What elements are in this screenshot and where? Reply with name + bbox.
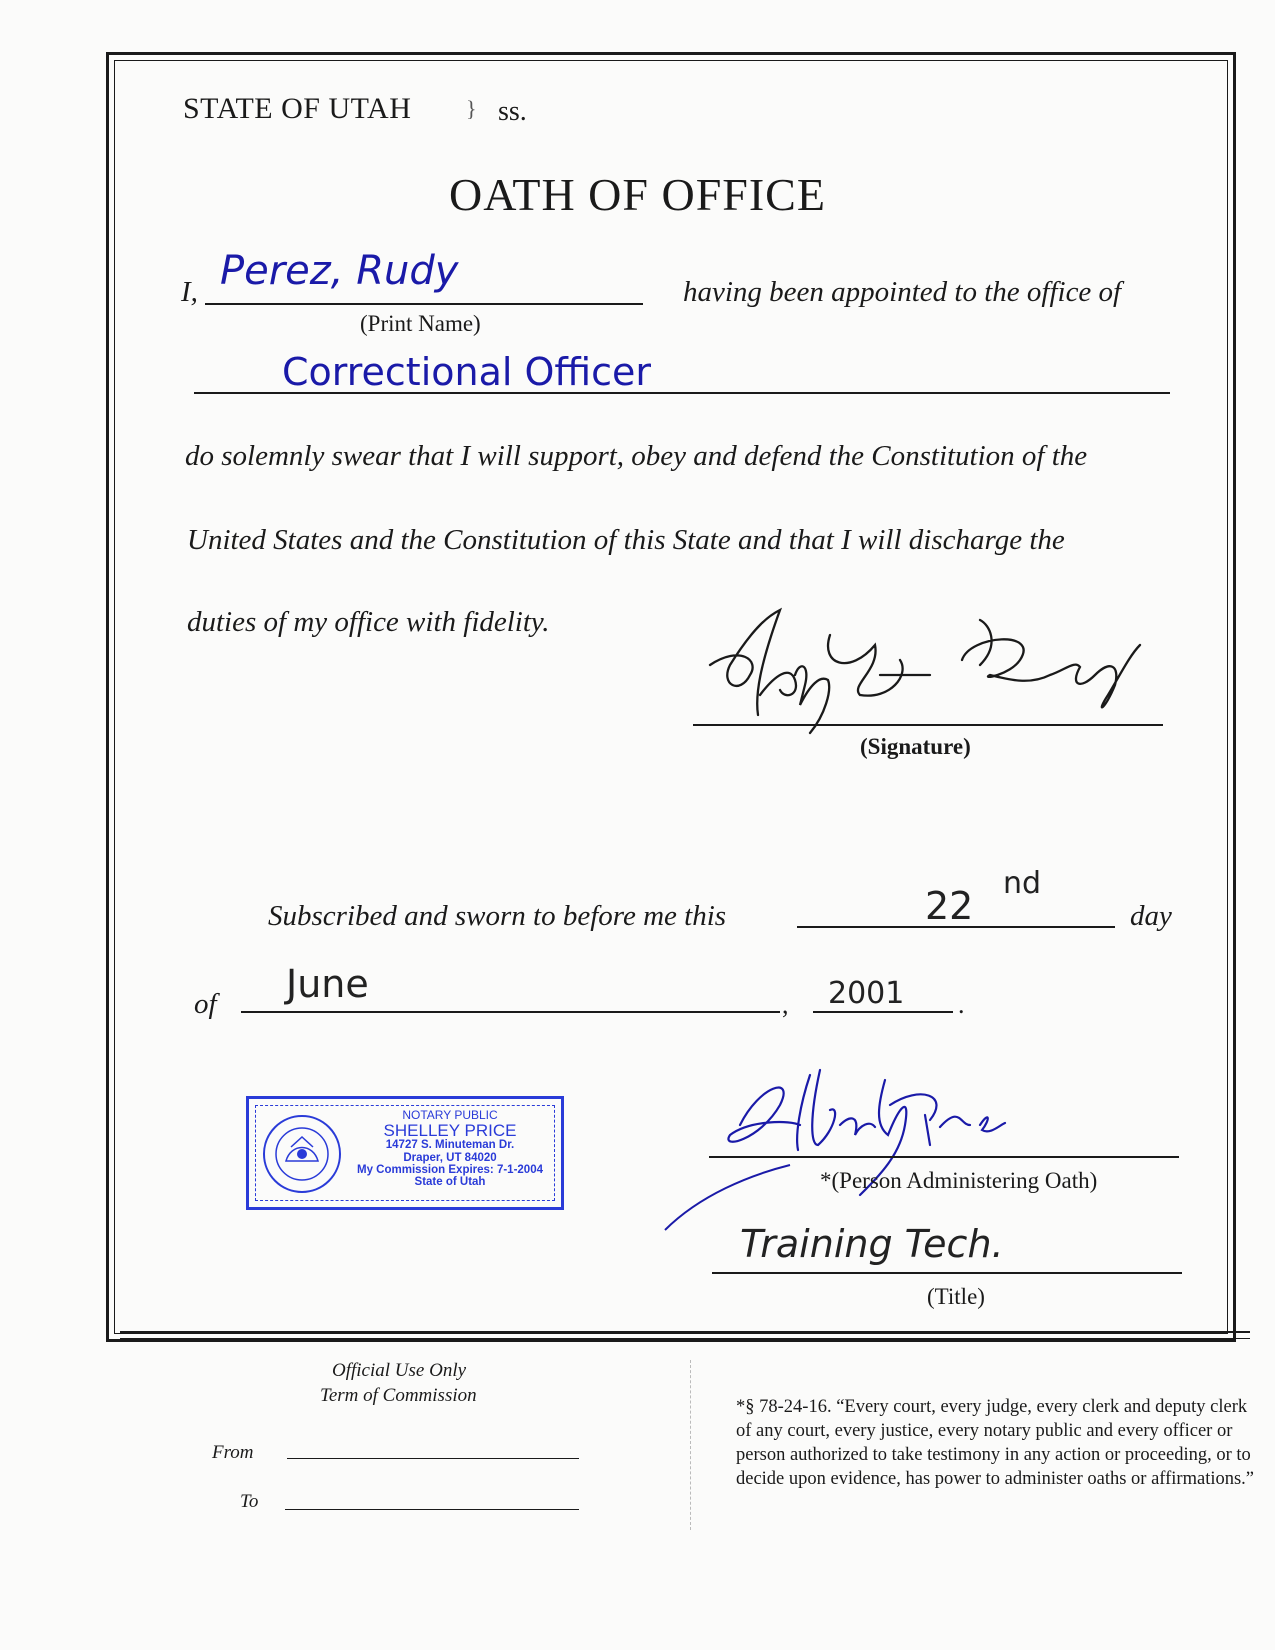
period-mark: . xyxy=(958,990,965,1019)
print-name-caption: (Print Name) xyxy=(360,311,481,336)
term-label: Term of Commission xyxy=(320,1385,477,1406)
appointed-text: having been appointed to the office of xyxy=(683,276,1122,308)
i-prefix: I, xyxy=(181,276,198,308)
seal-line-3: 14727 S. Minuteman Dr. xyxy=(385,1139,515,1152)
month-value: June xyxy=(286,962,369,1006)
state-heading: STATE OF UTAH xyxy=(183,92,412,125)
brace-mark: } xyxy=(466,96,477,121)
month-line xyxy=(241,1011,780,1013)
official-use-label: Official Use Only xyxy=(332,1360,467,1381)
oath-body-line-3: duties of my office with fidelity. xyxy=(187,606,550,638)
seal-line-4: Draper, UT 84020 xyxy=(403,1151,497,1164)
day-value: 22 xyxy=(925,884,974,928)
notary-seal xyxy=(246,1096,564,1210)
seal-line-1: NOTARY PUBLIC xyxy=(402,1108,498,1122)
subscribed-text: Subscribed and sworn to before me this xyxy=(268,900,727,932)
ss-mark: ss. xyxy=(498,96,527,127)
title-line xyxy=(712,1272,1182,1274)
print-name-line xyxy=(205,303,643,305)
statute-text: *§ 78-24-16. “Every court, every judge, every clerk and deputy clerk of any court, every justice, every notary public and every officer or person authorized to take testimony in any action or proceeding, or to decide upon evidence, has power to administer oaths or affirmations.” xyxy=(736,1397,1255,1490)
oath-body-line-2: United States and the Constitution of this State and that I will discharge the xyxy=(187,524,1065,556)
signature-line xyxy=(693,724,1163,726)
state-seal-icon xyxy=(261,1113,343,1195)
footer-divider xyxy=(120,1331,1250,1333)
day-suffix: nd xyxy=(1003,866,1042,901)
day-word: day xyxy=(1130,900,1172,932)
to-label: To xyxy=(240,1491,259,1512)
title-value: Training Tech. xyxy=(740,1222,1004,1266)
administrator-line xyxy=(709,1156,1179,1158)
document-title: OATH OF OFFICE xyxy=(449,169,826,220)
print-name-value: Perez, Rudy xyxy=(220,248,459,294)
from-label: From xyxy=(212,1442,254,1463)
title-caption: (Title) xyxy=(927,1284,985,1309)
of-word: of xyxy=(194,988,217,1020)
year-value: 2001 xyxy=(828,976,905,1011)
administrator-signature xyxy=(660,1065,1060,1235)
footer-column-divider xyxy=(690,1360,691,1530)
administrator-caption: *(Person Administering Oath) xyxy=(820,1168,1098,1193)
seal-line-5: My Commission Expires: 7-1-2004 xyxy=(357,1163,543,1176)
signature-caption: (Signature) xyxy=(860,734,971,759)
seal-line-2: SHELLEY PRICE xyxy=(383,1120,517,1140)
office-value: Correctional Officer xyxy=(282,350,652,394)
from-line xyxy=(287,1458,579,1459)
year-line xyxy=(813,1011,953,1013)
footer-divider-thin xyxy=(120,1338,1250,1339)
seal-line-6: State of Utah xyxy=(414,1175,486,1188)
comma-mark: , xyxy=(782,990,789,1019)
seal-text-block xyxy=(349,1109,551,1188)
oath-body-line-1: do solemnly swear that I will support, obey and defend the Constitution of the xyxy=(185,440,1088,472)
to-line xyxy=(285,1509,579,1510)
